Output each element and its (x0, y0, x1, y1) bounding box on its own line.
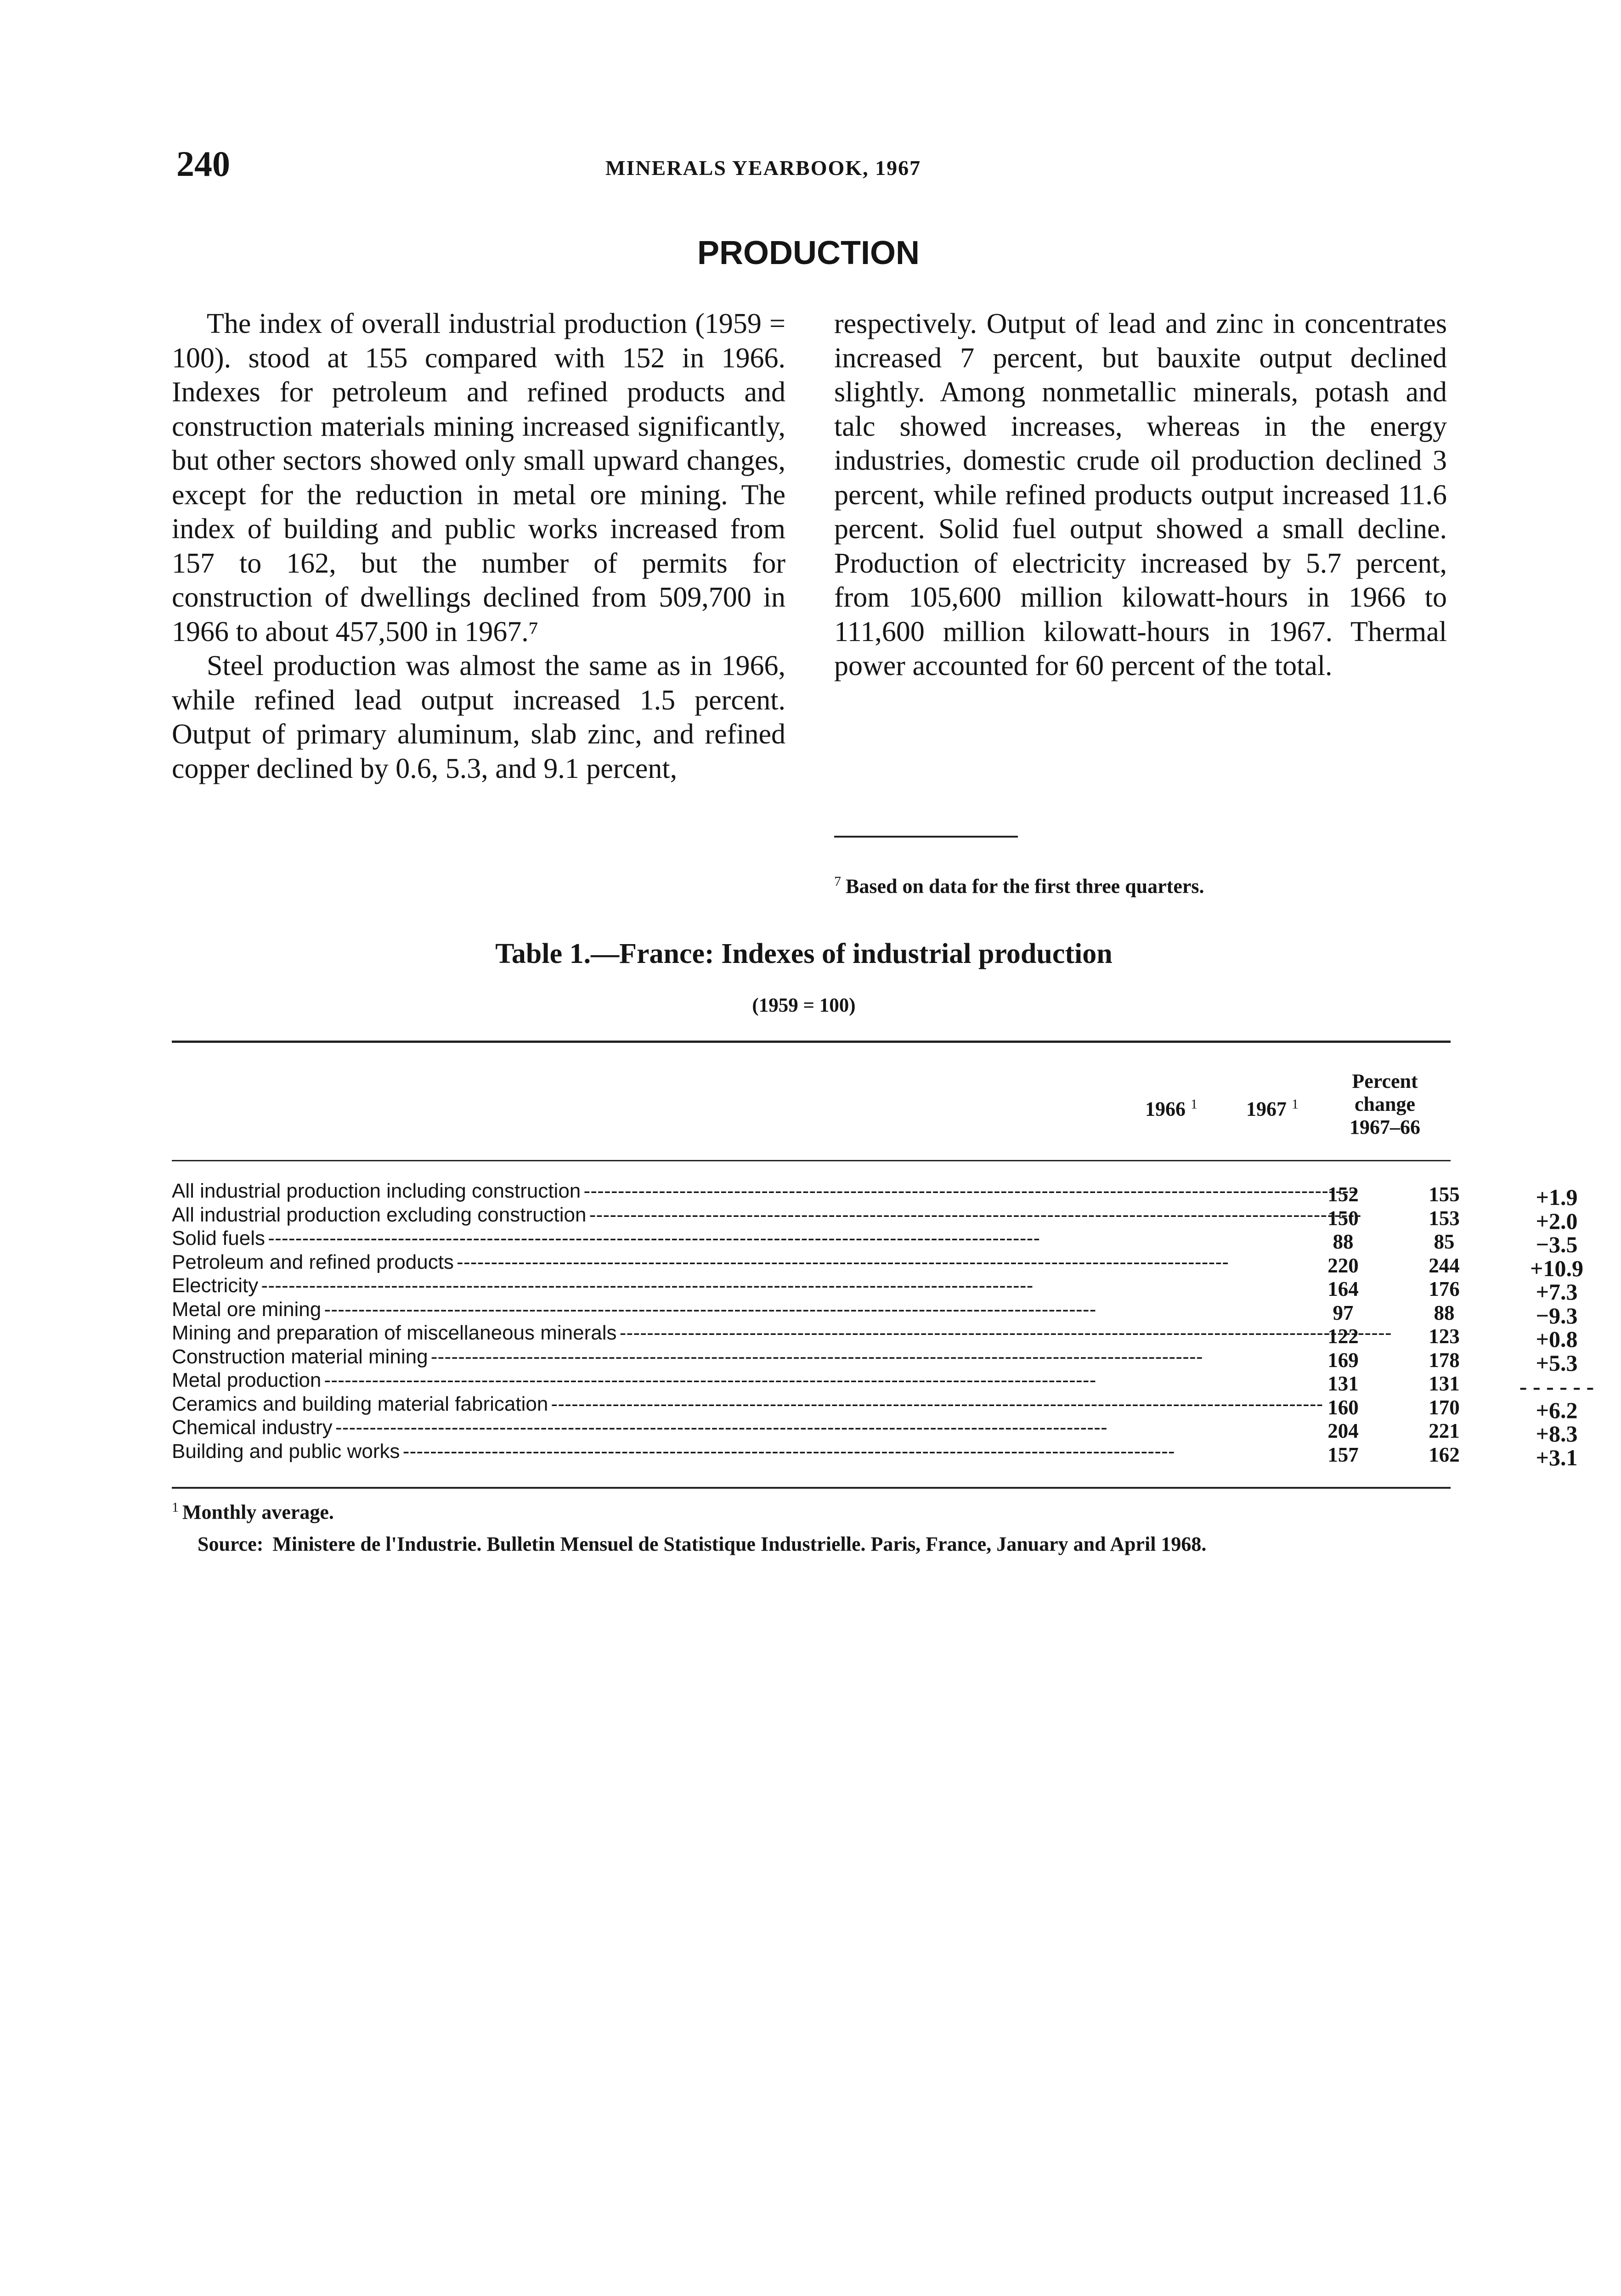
value-1967: 178 (1429, 1348, 1460, 1372)
table-body (172, 1179, 1594, 1470)
row-label: All industrial production including construction - - - (172, 1179, 1127, 1203)
row-label: Electricity - - - (172, 1274, 1127, 1298)
percent-change: +6.2 (1536, 1397, 1578, 1423)
row-label: Metal ore mining - - - (172, 1298, 1127, 1322)
paragraph-steel-production: Steel production was almost the same as in 1966, while refined lead output increased 1.5 percent. Output of primary aluminum, slab zinc, and refined copper declined by 0.6, 5.3, and 9.1 percent, (172, 650, 785, 784)
value-1967: 123 (1429, 1325, 1460, 1348)
table-title: Table 1.—France: Indexes of industrial production (495, 938, 1113, 969)
table-row (172, 1440, 1578, 1470)
table-row (172, 1345, 1578, 1376)
table-footnote-text: Monthly average. (182, 1501, 334, 1524)
value-1967: 153 (1429, 1206, 1460, 1230)
value-1966: 150 (1327, 1206, 1359, 1230)
percent-change: +7.3 (1536, 1279, 1578, 1305)
source-text: Ministere de l'Industrie. Bulletin Mensuel de Statistique Industrielle. Paris, France, January and April 1968. (272, 1533, 1207, 1555)
table-row (172, 1250, 1583, 1281)
footnote-divider (834, 836, 1018, 838)
column-header-1966: 1966 $^1$ (1145, 1097, 1197, 1120)
row-label: Metal production - - - (172, 1368, 1127, 1392)
value-1967: 221 (1429, 1419, 1460, 1442)
table-subtitle: (1959 = 100) (752, 995, 856, 1016)
value-1966: 220 (1327, 1254, 1359, 1277)
table-row (172, 1321, 1578, 1352)
footnote-text: Based on data for the first three quarters. (846, 875, 1204, 898)
row-label: Mining and preparation of miscellaneous minerals - - - (172, 1321, 1127, 1345)
value-1966: 152 (1327, 1183, 1359, 1206)
value-1966: 131 (1327, 1372, 1359, 1395)
paragraph-industrial-index: The index of overall industrial production (1959 = 100). stood at 155 compared with 152 in 1966. Indexes for petroleum and refined products and construction materials mining increased significantly, but other sectors showed only small upward changes, except for the reduction in metal ore mining. The index of building and public works increased from 157 to 162, but the number of permits for construction of dwellings declined from 509,700 in 1966 to about 457,500 in 1967.⁷ (172, 308, 785, 647)
row-label: Construction material mining - - - (172, 1345, 1127, 1369)
table-row (172, 1392, 1578, 1423)
running-title: MINERALS YEARBOOK, 1967 (605, 156, 921, 180)
value-1967: 244 (1429, 1254, 1460, 1277)
column-header-1967: 1967 $^1$ (1246, 1097, 1299, 1120)
footnote-marker: 7 (834, 874, 841, 889)
percent-change: +3.1 (1536, 1444, 1578, 1470)
section-heading: PRODUCTION (697, 235, 920, 271)
column-header-percent-change: Percent change 1967–66 (1350, 1070, 1420, 1138)
percent-change: +2.0 (1536, 1208, 1578, 1234)
percent-change: −9.3 (1536, 1302, 1578, 1328)
table-row (172, 1368, 1594, 1399)
footnote-7 (834, 875, 1447, 897)
table-top-rule (172, 1041, 1451, 1043)
row-label: Solid fuels - - - (172, 1227, 1127, 1250)
table-footnote (172, 1501, 334, 1523)
right-text-column (834, 307, 1447, 683)
percent-change: −3.5 (1536, 1232, 1578, 1257)
value-1966: 169 (1327, 1348, 1359, 1372)
value-1967: 162 (1429, 1443, 1460, 1466)
value-1967: 131 (1429, 1372, 1460, 1395)
source-label: Source: (198, 1533, 264, 1555)
table-header-rule (172, 1160, 1451, 1161)
value-1967: 85 (1434, 1230, 1455, 1253)
value-1966: 160 (1327, 1396, 1359, 1419)
table-row (172, 1274, 1578, 1305)
table-row (172, 1227, 1578, 1257)
table-row (172, 1416, 1578, 1446)
page-number: 240 (176, 144, 230, 184)
value-1967: 155 (1429, 1183, 1460, 1206)
percent-change: - - - - - - (1519, 1373, 1594, 1399)
value-1967: 88 (1434, 1301, 1455, 1324)
table-footnote-marker: 1 (172, 1500, 179, 1515)
value-1966: 122 (1327, 1325, 1359, 1348)
left-text-column (172, 307, 785, 786)
row-label: Chemical industry - - - (172, 1416, 1127, 1440)
percent-change: +10.9 (1530, 1255, 1583, 1281)
table-bottom-rule (172, 1487, 1451, 1489)
paragraph-concentrates-energy: respectively. Output of lead and zinc in concentrates increased 7 percent, but bauxite output declined slightly. Among nonmetallic minerals, potash and talc showed increases, whereas in the energy industries, domestic crude oil production declined 3 percent, while refined products output increased 11.6 percent. Solid fuel output showed a small decline. Production of electricity increased by 5.7 percent, from 105,600 million kilowatt-hours in 1966 to 111,600 million kilowatt-hours in 1967. Thermal power accounted for 60 percent of the total. (834, 308, 1447, 681)
table-row (172, 1179, 1578, 1210)
row-label: Ceramics and building material fabrication - - - (172, 1392, 1127, 1416)
value-1966: 88 (1333, 1230, 1354, 1253)
percent-change: +8.3 (1536, 1421, 1578, 1446)
percent-change: +5.3 (1536, 1350, 1578, 1376)
table-row (172, 1298, 1578, 1328)
value-1966: 164 (1327, 1277, 1359, 1300)
value-1967: 176 (1429, 1277, 1460, 1300)
row-label: Petroleum and refined products - - - (172, 1250, 1127, 1274)
row-label: All industrial production excluding construction - - - (172, 1203, 1127, 1227)
value-1966: 204 (1327, 1419, 1359, 1442)
value-1966: 157 (1327, 1443, 1359, 1466)
value-1966: 97 (1333, 1301, 1354, 1324)
row-label: Building and public works - - - (172, 1440, 1127, 1463)
source-note (172, 1535, 1451, 1554)
percent-change: +0.8 (1536, 1326, 1578, 1352)
table-row (172, 1203, 1578, 1234)
percent-change: +1.9 (1536, 1184, 1578, 1210)
value-1967: 170 (1429, 1396, 1460, 1419)
